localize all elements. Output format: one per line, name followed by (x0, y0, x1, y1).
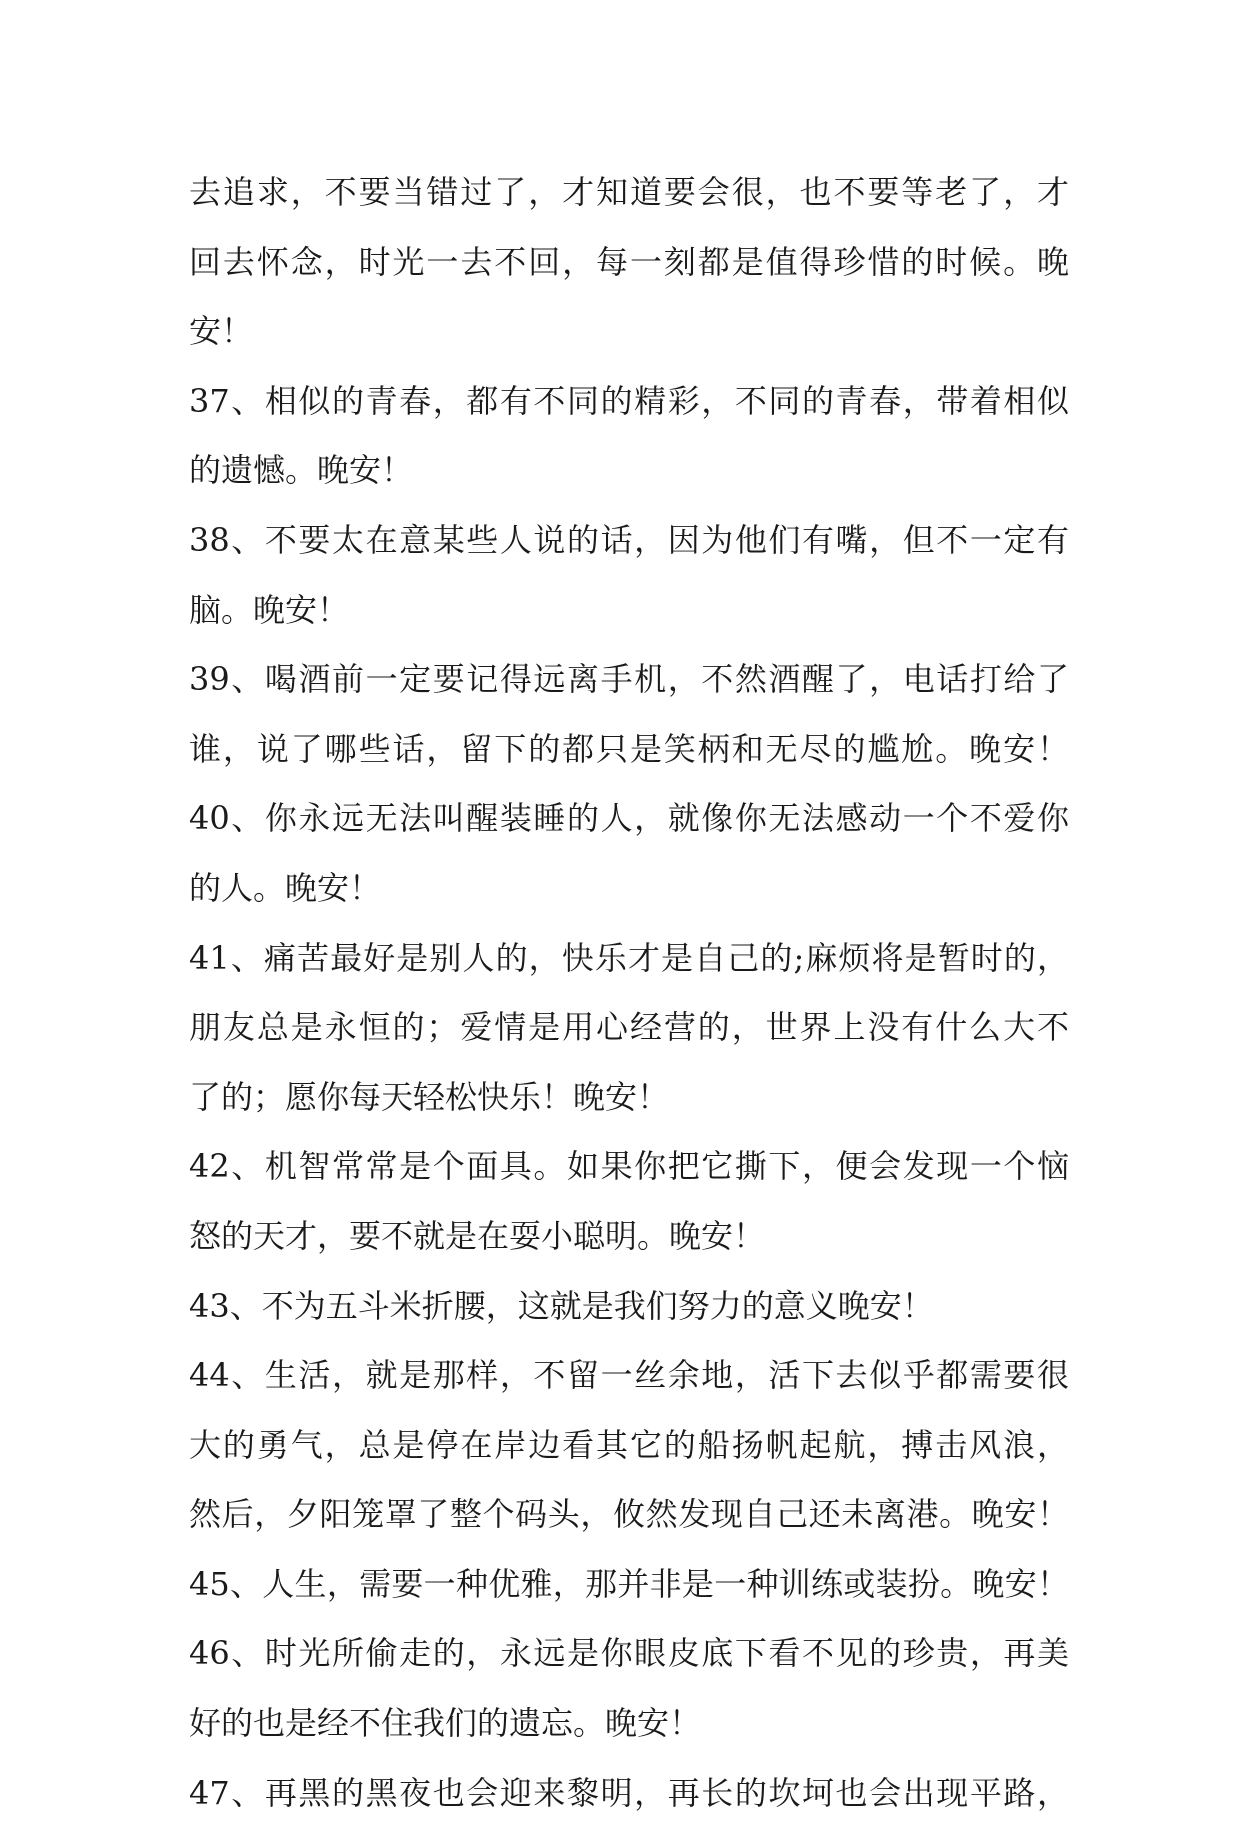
text-line: 42、机智常常是个面具。如果你把它撕下，便会发现一个恼 (189, 1147, 1069, 1186)
text-line: 的人。晚安！ (189, 868, 382, 907)
text-line: 的遗憾。晚安！ (189, 451, 414, 490)
text-line: 好的也是经不住我们的遗忘。晚安！ (189, 1704, 702, 1743)
text-line: 去追求，不要当错过了，才知道要会很，也不要等老了，才 (189, 173, 1069, 211)
text-line: 47、再黑的黑夜也会迎来黎明，再长的坎坷也会出现平路， (189, 1773, 1069, 1812)
text-line: 37、相似的青春，都有不同的精彩，不同的青春，带着相似 (189, 381, 1069, 420)
text-line: 回去怀念，时光一去不回，每一刻都是值得珍惜的时候。晚 (189, 242, 1069, 281)
text-line: 了的；愿你每天轻松快乐！晚安！ (189, 1077, 670, 1116)
text-line: 38、不要太在意某些人说的话，因为他们有嘴，但不一定有 (189, 520, 1069, 559)
text-line: 朋友总是永恒的；爱情是用心经营的，世界上没有什么大不 (189, 1008, 1069, 1047)
body-text (189, 158, 1069, 1828)
text-line: 然后，夕阳笼罩了整个码头，攸然发现自己还未离港。晚安！ (189, 1495, 1069, 1534)
text-line: 39、喝酒前一定要记得远离手机，不然酒醒了，电话打给了 (189, 660, 1069, 699)
text-line: 脑。晚安！ (189, 590, 350, 629)
text-line: 41、痛苦最好是别人的，快乐才是自己的;麻烦将是暂时的， (189, 938, 1069, 977)
text-line: 谁，说了哪些话，留下的都只是笑柄和无尽的尴尬。晚安！ (189, 729, 1069, 768)
text-line: 安！ (189, 312, 254, 351)
text-line: 46、时光所偷走的，永远是你眼皮底下看不见的珍贵，再美 (189, 1634, 1069, 1673)
text-line: 44、生活，就是那样，不留一丝余地，活下去似乎都需要很 (189, 1356, 1069, 1395)
text-line: 45、人生，需要一种优雅，那并非是一种训练或装扮。晚安！ (189, 1564, 1069, 1603)
text-line: 40、你永远无法叫醒装睡的人，就像你无法感动一个不爱你 (189, 799, 1069, 838)
text-line: 大的勇气，总是停在岸边看其它的船扬帆起航，搏击风浪， (189, 1425, 1069, 1464)
text-line: 43、不为五斗米折腰，这就是我们努力的意义晚安！ (189, 1286, 934, 1325)
text-line: 怒的天才，要不就是在耍小聪明。晚安！ (189, 1216, 766, 1255)
